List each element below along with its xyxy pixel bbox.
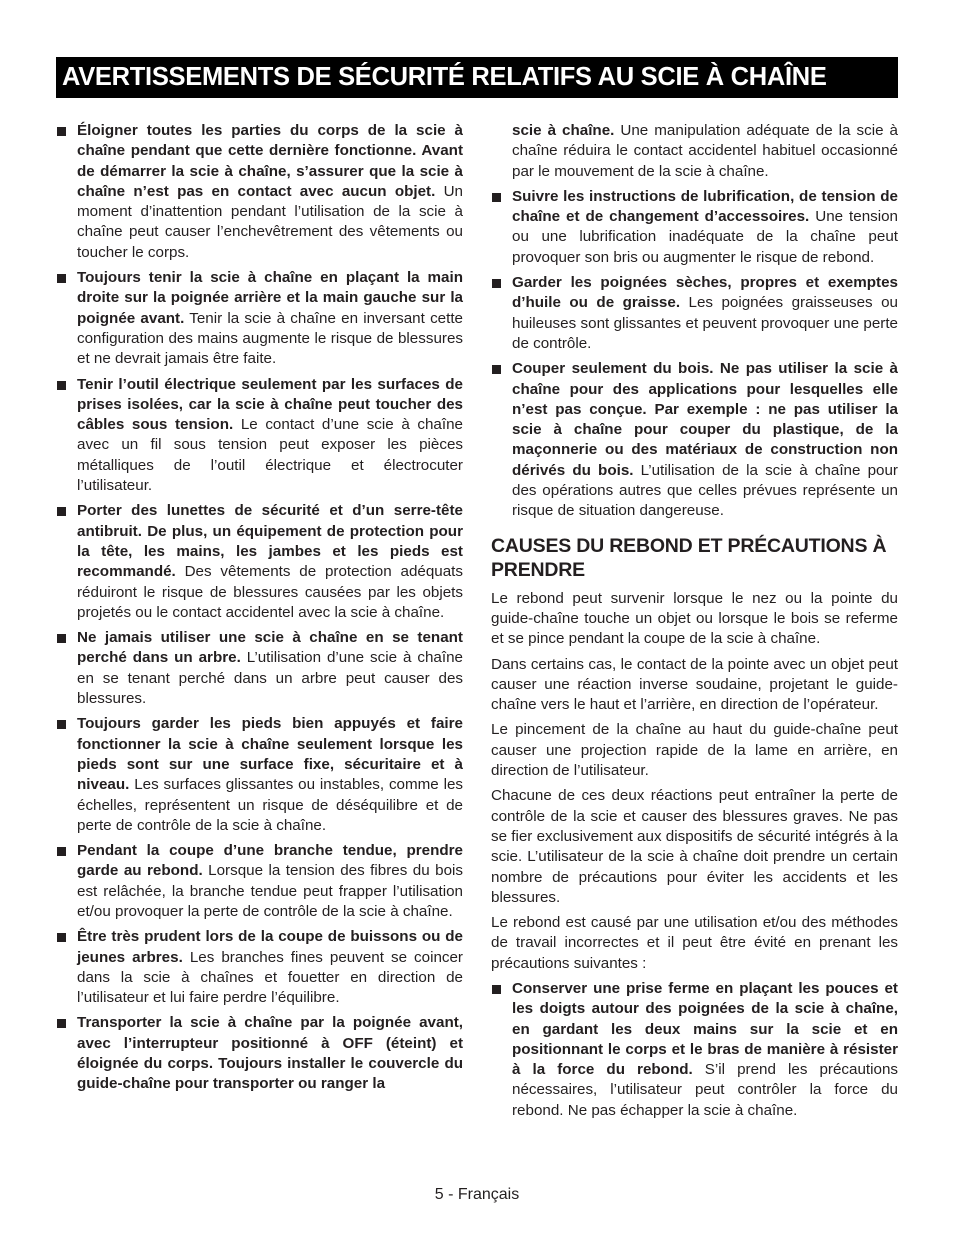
list-item: Garder les poignées sèches, propres et exemptes d’huile ou de graisse. Les poignées graisseuses ou huileuses sont glissantes et peuvent provoquer une perte de contrôle. [491,273,898,354]
list-item: Être très prudent lors de la coupe de buissons ou de jeunes arbres. Les branches fines peuvent se coincer dans la scie à chaînes et fouetter en direction de l’utilisateur et lui faire perdre l’équilibre. [56,927,463,1008]
square-bullet-icon [57,127,66,136]
list-item: Pendant la coupe d’une branche tendue, prendre garde au rebond. Lorsque la tension des fibres du bois est relâchée, la branche tendue peut frapper l’utilisation et/ou provoquer la perte de contrôle de la scie à chaîne. [56,841,463,922]
page-number: 5 - Français [434,1186,520,1203]
paragraph: Dans certains cas, le contact de la pointe avec un objet peut causer une réaction inverse soudaine, projetant le guide-chaîne vers le haut et l’arrière, en direction de l’opérateur. [491,655,898,714]
square-bullet-icon [57,720,66,729]
right-column [491,121,898,1126]
square-bullet-icon [57,847,66,856]
paragraph: Le rebond est causé par une utilisation et/ou des méthodes de travail incorrectes et il peut être évité en prenant les précautions suivantes : [491,914,898,972]
list-item: Porter des lunettes de sécurité et d’un serre-tête antibruit. De plus, un équipement de protection pour la tête, les mains, les jambes et les pieds est recommandé. Des vêtements de protection adéquats réduiront le risque de blessures causées par les objets projetés ou le contact accidentel avec la scie à chaîne. [56,501,463,623]
page-title: AVERTISSEMENTS DE SÉCURITÉ RELATIFS AU SCIE À CHAÎNE [62,63,827,91]
paragraph: Chacune de ces deux réactions peut entraîner la perte de contrôle de la scie et causer des blessures graves. Ne pas se fier exclusivement aux dispositifs de sécurité intégrés à la scie. L’utilisateur de la scie à chaîne doit prendre un certain nombre de précautions pour éviter les accidents et les blessures. [491,787,898,906]
list-item: Transporter la scie à chaîne par la poignée avant, avec l’interrupteur positionné à OFF (éteint) et éloignée du corps. Toujours installer le couvercle du guide-chaîne pour transporter ou ranger la [56,1013,463,1094]
square-bullet-icon [492,985,501,994]
square-bullet-icon [492,193,501,202]
square-bullet-icon [492,279,501,288]
list-item: Toujours tenir la scie à chaîne en plaçant la main droite sur la poignée arrière et la main gauche sur la poignée avant. Tenir la scie à chaîne en inversant cette configuration des mains augmente le risque de blessures et ne devrait jamais être faite. [56,268,463,369]
page-title-banner [56,57,898,98]
list-item: Toujours garder les pieds bien appuyés et faire fonctionner la scie à chaîne seulement lorsque les pieds sont sur une surface fixe, sécuritaire et à niveau. Les surfaces glissantes ou instables, comme les échelles, représentent un risque de déséquilibre et de perte de contrôle de la scie à chaîne. [56,714,463,836]
list-item-continuation: scie à chaîne. Une manipulation adéquate de la scie à chaîne réduira le contact accidentel habituel occasionné par le mouvement de la scie à chaîne. [512,122,898,180]
square-bullet-icon [57,507,66,516]
square-bullet-icon [57,933,66,942]
list-item: Éloigner toutes les parties du corps de la scie à chaîne pendant que cette dernière fonctionne. Avant de démarrer la scie à chaîne, s’assurer que la scie à chaîne n’est pas en contact avec aucun objet. Un moment d’inattention pendant l’utilisation de la scie à chaîne peut causer l’enchevêtrement des vêtements ou toucher le corps. [56,121,463,263]
list-item: Ne jamais utiliser une scie à chaîne en se tenant perché dans un arbre. L’utilisation d’une scie à chaîne en se tenant perché dans un arbre peut causer des blessures. [56,628,463,709]
left-column [56,121,463,1100]
list-item: Couper seulement du bois. Ne pas utiliser la scie à chaîne pour des applications pour lesquelles elle n’est pas conçue. Par exemple : ne pas utiliser la scie à chaîne pour couper du plastique, de la maçonnerie ou des matériaux de construction non dérivés du bois. L’utilisation de la scie à chaîne pour des opérations autres que celles prévues représente un risque de situation dangereuse. [491,359,898,521]
list-item: Suivre les instructions de lubrification, de tension de chaîne et de changement d’accessoires. Une tension ou une lubrification inadéquate de la chaîne peut provoquer son bris ou augmenter le risque de rebond. [491,187,898,268]
square-bullet-icon [57,634,66,643]
square-bullet-icon [492,365,501,374]
square-bullet-icon [57,1019,66,1028]
list-item: Tenir l’outil électrique seulement par les surfaces de prises isolées, car la scie à chaîne peut toucher des câbles sous tension. Le contact d’une scie à chaîne avec un fil sous tension peut exposer les pièces métalliques de l’outil électrique et électrocuter l’utilisateur. [56,375,463,497]
paragraph: Le pincement de la chaîne au haut du guide-chaîne peut causer une projection rapide de la lame en arrière, en direction de l’utilisateur. [491,721,898,780]
paragraph: Le rebond peut survenir lorsque le nez ou la pointe du guide-chaîne touche un objet ou lorsque le bois se referme et se pince pendant la coupe de la scie à chaîne. [491,589,898,648]
square-bullet-icon [57,381,66,390]
list-item: Conserver une prise ferme en plaçant les pouces et les doigts autour des poignées de la scie à chaîne, en gardant les deux mains sur la scie et en positionnant le corps et le bras de manière à résister à la force du rebond. S’il prend les précautions nécessaires, l’utilisateur peut contrôler la force du rebond. Ne pas échapper la scie à chaîne. [491,979,898,1121]
page-footer [0,1185,954,1205]
square-bullet-icon [57,274,66,283]
section-heading: CAUSES DU REBOND ET PRÉCAUTIONS À PRENDRE [491,534,887,581]
